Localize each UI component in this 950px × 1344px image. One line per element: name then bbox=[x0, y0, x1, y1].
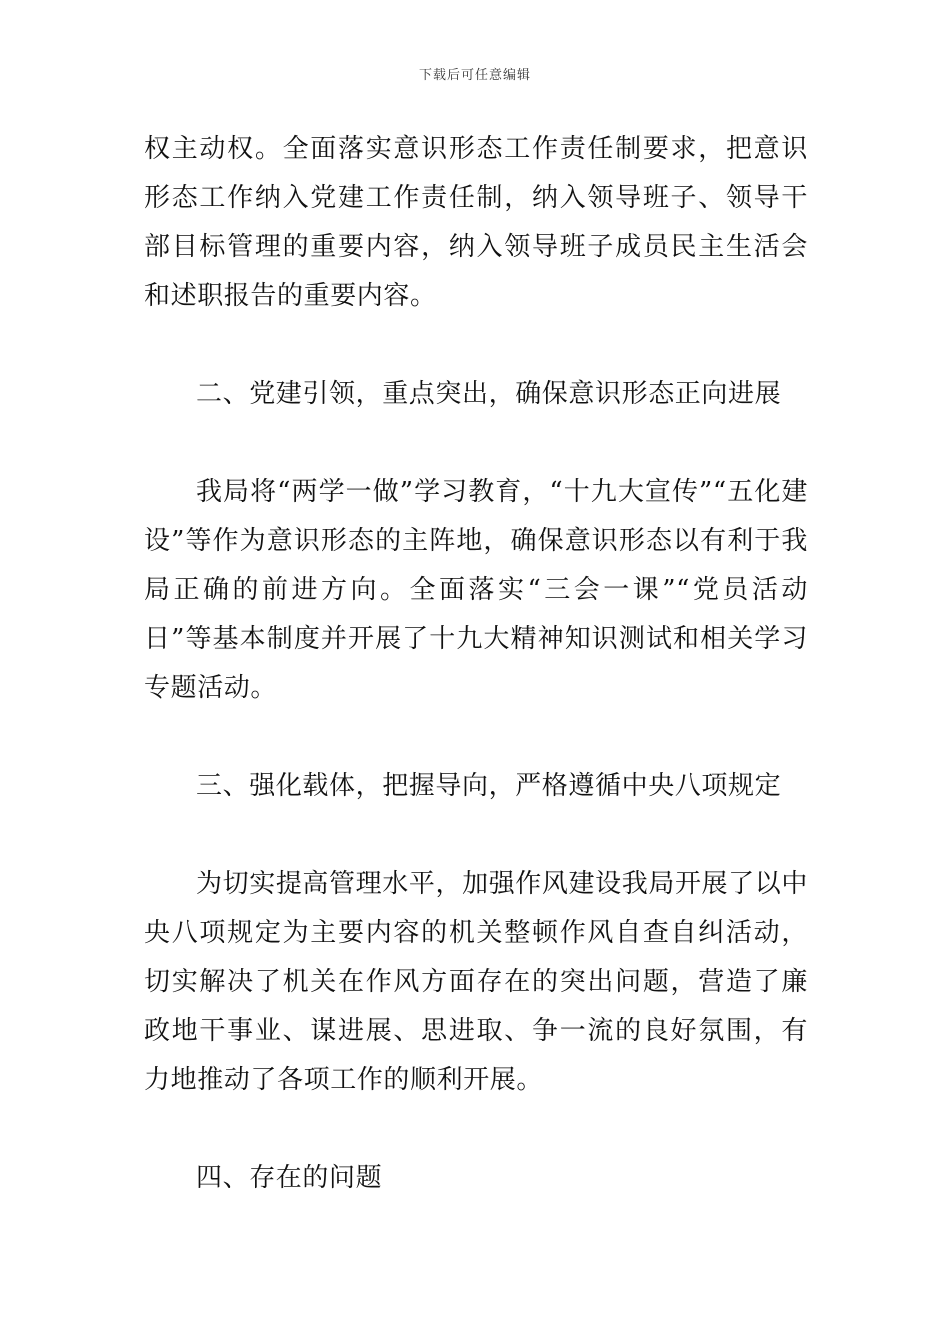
section-heading-2: 二、党建引领，重点突出，确保意识形态正向进展 bbox=[196, 379, 782, 409]
paragraph-continuation: 权主动权。全面落实意识形态工作责任制要求，把意识形态工作纳入党建工作责任制，纳入领导班子、领导干部目标管理的重要内容，纳入领导班子成员民主生活会和述职报告的重要内容。 bbox=[144, 134, 808, 311]
paragraph-section-3: 为切实提高管理水平，加强作风建设我局开展了以中央八项规定为主要内容的机关整顿作风自查自纠活动，切实解决了机关在作风方面存在的突出问题，营造了廉政地干事业、谋进展、思进取、争一流的良好氛围，有力地推动了各项工作的顺利开展。 bbox=[144, 869, 808, 1095]
section-heading-4: 四、存在的问题 bbox=[196, 1163, 383, 1193]
section-heading-3: 三、强化载体，把握导向，严格遵循中央八项规定 bbox=[196, 771, 782, 801]
paragraph-section-2: 我局将“两学一做”学习教育，“十九大宣传”“五化建设”等作为意识形态的主阵地，确保意识形态以有利于我局正确的前进方向。全面落实“三会一课”“党员活动日”等基本制度并开展了十九大精神知识测试和相关学习专题活动。 bbox=[144, 477, 808, 703]
document-body bbox=[144, 125, 808, 1203]
page-header: 下载后可任意编辑 bbox=[418, 68, 531, 83]
